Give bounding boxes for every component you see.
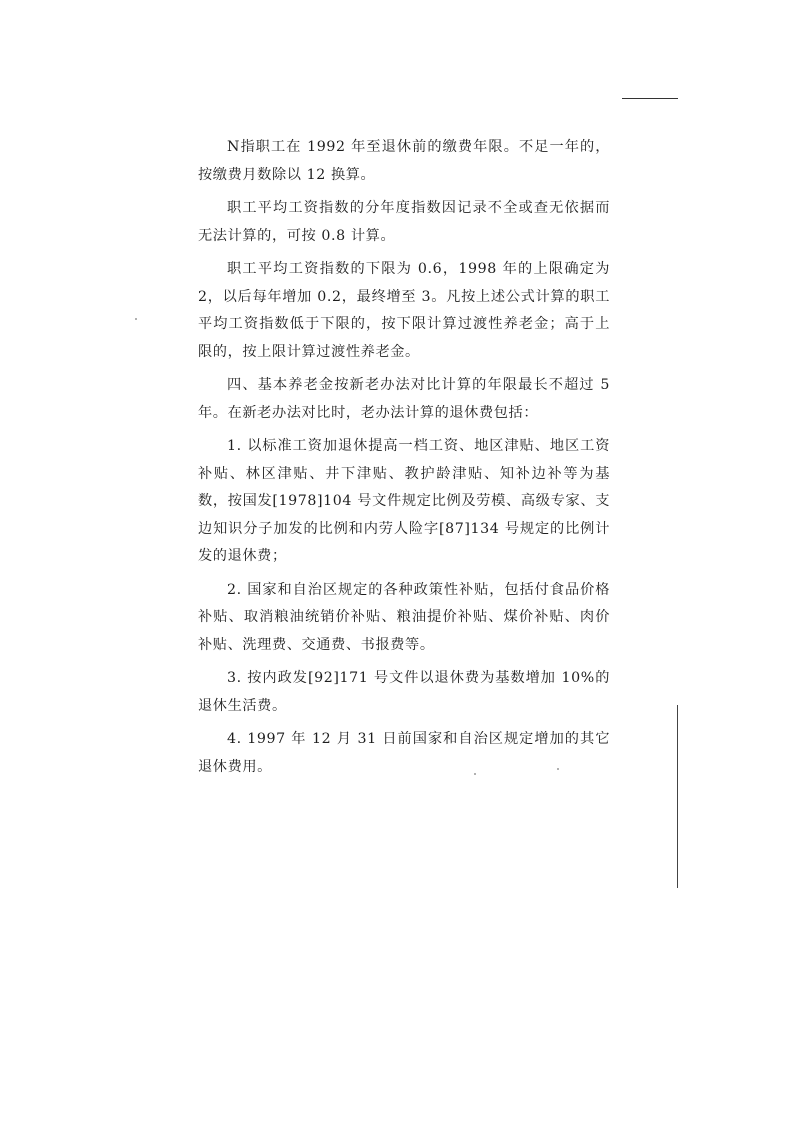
list-item-1: 1. 以标准工资加退休提高一档工资、地区津贴、地区工资补贴、林区津贴、井下津贴、教护龄津贴、知补边补等为基数，按国发[1978]104 号文件规定比例及劳模、高级专家、支边知识分子加发的比例和内劳人险字[87]134 号规定的比例计发的退休费； [198, 438, 610, 564]
list-item-4: 4. 1997 年 12 月 31 日前国家和自治区规定增加的其它退休费用。 [198, 731, 610, 775]
scan-edge-line-top [622, 98, 678, 99]
list-item-2: 2. 国家和自治区规定的各种政策性补贴，包括付食品价格补贴、取消粮油统销价补贴、粮油提价补贴、煤价补贴、肉价补贴、洗理费、交通费、书报费等。 [198, 581, 610, 653]
list-item-3: 3. 按内政发[92]171 号文件以退休费为基数增加 10%的退休生活费。 [198, 670, 610, 714]
paragraph-index-limits: 职工平均工资指数的下限为 0.6，1998 年的上限确定为 2，以后每年增加 0.2，最终增至 3。凡按上述公式计算的职工平均工资指数低于下限的，按下限计算过渡性养老金；高于上限的，按上限计算过渡性养老金。 [198, 261, 610, 360]
scan-edge-line-right [677, 705, 678, 888]
paragraph-section-four: 四、基本养老金按新老办法对比计算的年限最长不超过 5 年。在新老办法对比时，老办法计算的退休费包括： [198, 377, 610, 421]
paragraph-n-definition: N指职工在 1992 年至退休前的缴费年限。不足一年的，按缴费月数除以 12 换算。 [198, 139, 610, 183]
scan-speck [135, 318, 137, 320]
paragraph-index-default: 职工平均工资指数的分年度指数因记录不全或查无依据而无法计算的，可按 0.8 计算。 [198, 200, 610, 244]
document-body [198, 134, 610, 787]
